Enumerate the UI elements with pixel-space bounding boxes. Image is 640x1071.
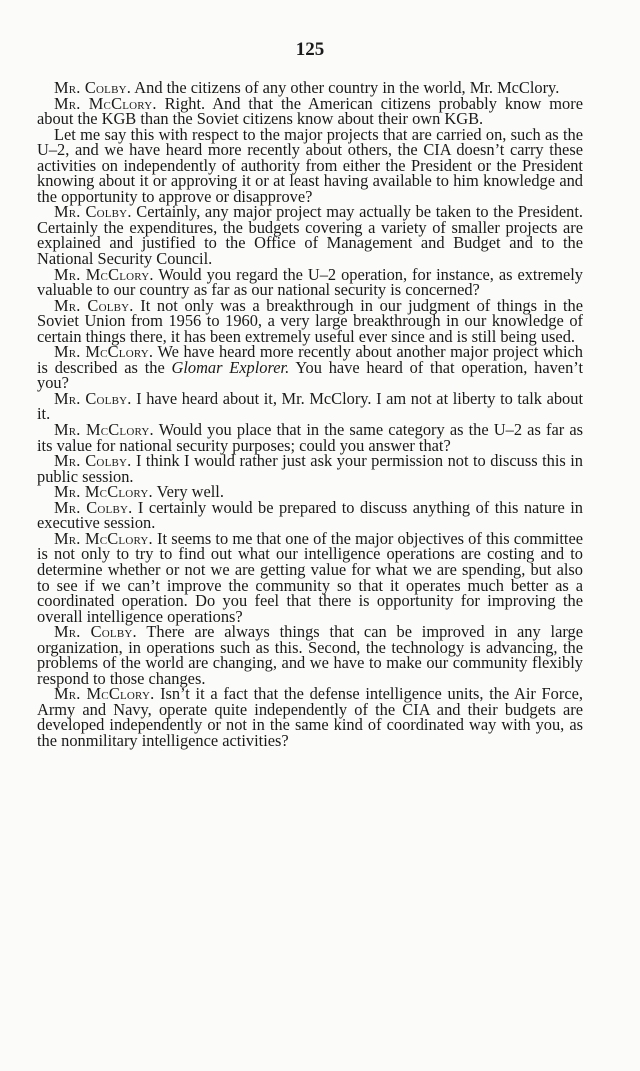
speaker-name: Mr. Colby. (54, 451, 132, 471)
paragraph-text: And the citizens of any other country in the world, Mr. McClory. (131, 78, 560, 97)
speaker-name: Mr. McClory. (54, 482, 153, 502)
paragraph-text: It seems to me that one of the major objectives of this committee is not only to try to find out what our intelligence operations are costing and to determine whether or not we are getting value for what we are spending, but also to see if we can’t improve the community so that it operates much better as a coordinated operation. Do you feel that there is opportunity for improving the overall intelligence operations? (37, 528, 583, 626)
transcript-paragraph (37, 264, 583, 300)
paragraph-text: You have heard of that operation, haven’t you? (37, 357, 583, 393)
document-page (37, 40, 583, 749)
speaker-name: Mr. McClory. (54, 420, 154, 440)
paragraph-text: I think I would rather just ask your permission not to discuss this in public session. (37, 451, 583, 486)
speaker-name: Mr. Colby. (54, 202, 132, 222)
transcript-paragraph (37, 202, 583, 269)
vessel-name: Glomar Explorer. (171, 357, 290, 377)
transcript-paragraph (37, 93, 583, 129)
transcript-paragraph (37, 422, 583, 453)
transcript-paragraph (37, 686, 583, 748)
transcript-paragraph (37, 124, 583, 206)
paragraph-text: Very well. (152, 482, 224, 502)
speaker-name: Mr. Colby. (54, 497, 133, 517)
paragraph-text: Would you place that in the same category as the U–2 as far as its value for national security purposes; could you answer that? (37, 420, 583, 455)
speaker-name: Mr. Colby. (54, 622, 137, 642)
transcript-paragraph (37, 295, 583, 346)
transcript-paragraph (37, 528, 583, 626)
paragraph-text: We have heard more recently about another major project which is described as the (37, 342, 583, 377)
paragraph-text: It not only was a breakthrough in our judgment of things in the Soviet Union from 1956 to 1960, a very large breakthrough in our knowledge of certain things there, it has been extremely useful ever since and is still being used. (37, 295, 583, 346)
paragraph-text: Certainly, any major project may actually be taken to the President. Certainly the expenditures, the budgets covering a variety of smaller projects are explained and justified to the Office of Management and Budget and to the National Security Council. (37, 202, 583, 269)
paragraph-text: Let me say this with respect to the major projects that are carried on, such as the U–2, and we have heard more recently about others, the CIA doesn’t carry these activities on independently of authority from either the President or the President knowing about it or approving it or at least having available to him knowledge and the opportunity to approve or disapprove? (37, 124, 583, 206)
transcript-paragraph (37, 388, 583, 424)
transcript-body (37, 80, 583, 749)
speaker-name: Mr. McClory. (54, 264, 154, 284)
paragraph-text: I have heard about it, Mr. McClory. I am not at liberty to talk about it. (37, 388, 583, 424)
transcript-paragraph (37, 624, 583, 686)
speaker-name: Mr. McClory. (54, 93, 157, 113)
speaker-name: Mr. Colby. (54, 78, 132, 97)
paragraph-text: Would you regard the U–2 operation, for instance, as extremely valuable to our country as far as our national security is concerned? (37, 264, 583, 300)
paragraph-text: Right. And that the American citizens probably know more about the KGB than the Soviet citizens know about their own KGB. (37, 93, 583, 129)
speaker-name: Mr. Colby. (54, 388, 132, 408)
speaker-name: Mr. McClory. (54, 528, 153, 548)
transcript-paragraph (37, 453, 583, 484)
paragraph-text: I certainly would be prepared to discuss anything of this nature in executive session. (37, 497, 583, 533)
transcript-paragraph (37, 344, 583, 391)
paragraph-text: There are always things that can be improved in any large organization, in operations such as this. Second, the technology is advancing, the problems of the world are changing, and we have to make our community flexibly respond to those changes. (37, 622, 583, 688)
transcript-paragraph (37, 497, 583, 533)
speaker-name: Mr. Colby. (54, 295, 134, 315)
speaker-name: Mr. McClory. (54, 342, 154, 362)
speaker-name: Mr. McClory. (54, 684, 155, 704)
page-number: 125 (295, 39, 325, 60)
paragraph-text: Isn’t it a fact that the defense intelligence units, the Air Force, Army and Navy, operate quite independently of the CIA and their budgets are developed independently or not in the same kind of coordinated way with you, as the nonmilitary intelligence activities? (37, 684, 583, 750)
